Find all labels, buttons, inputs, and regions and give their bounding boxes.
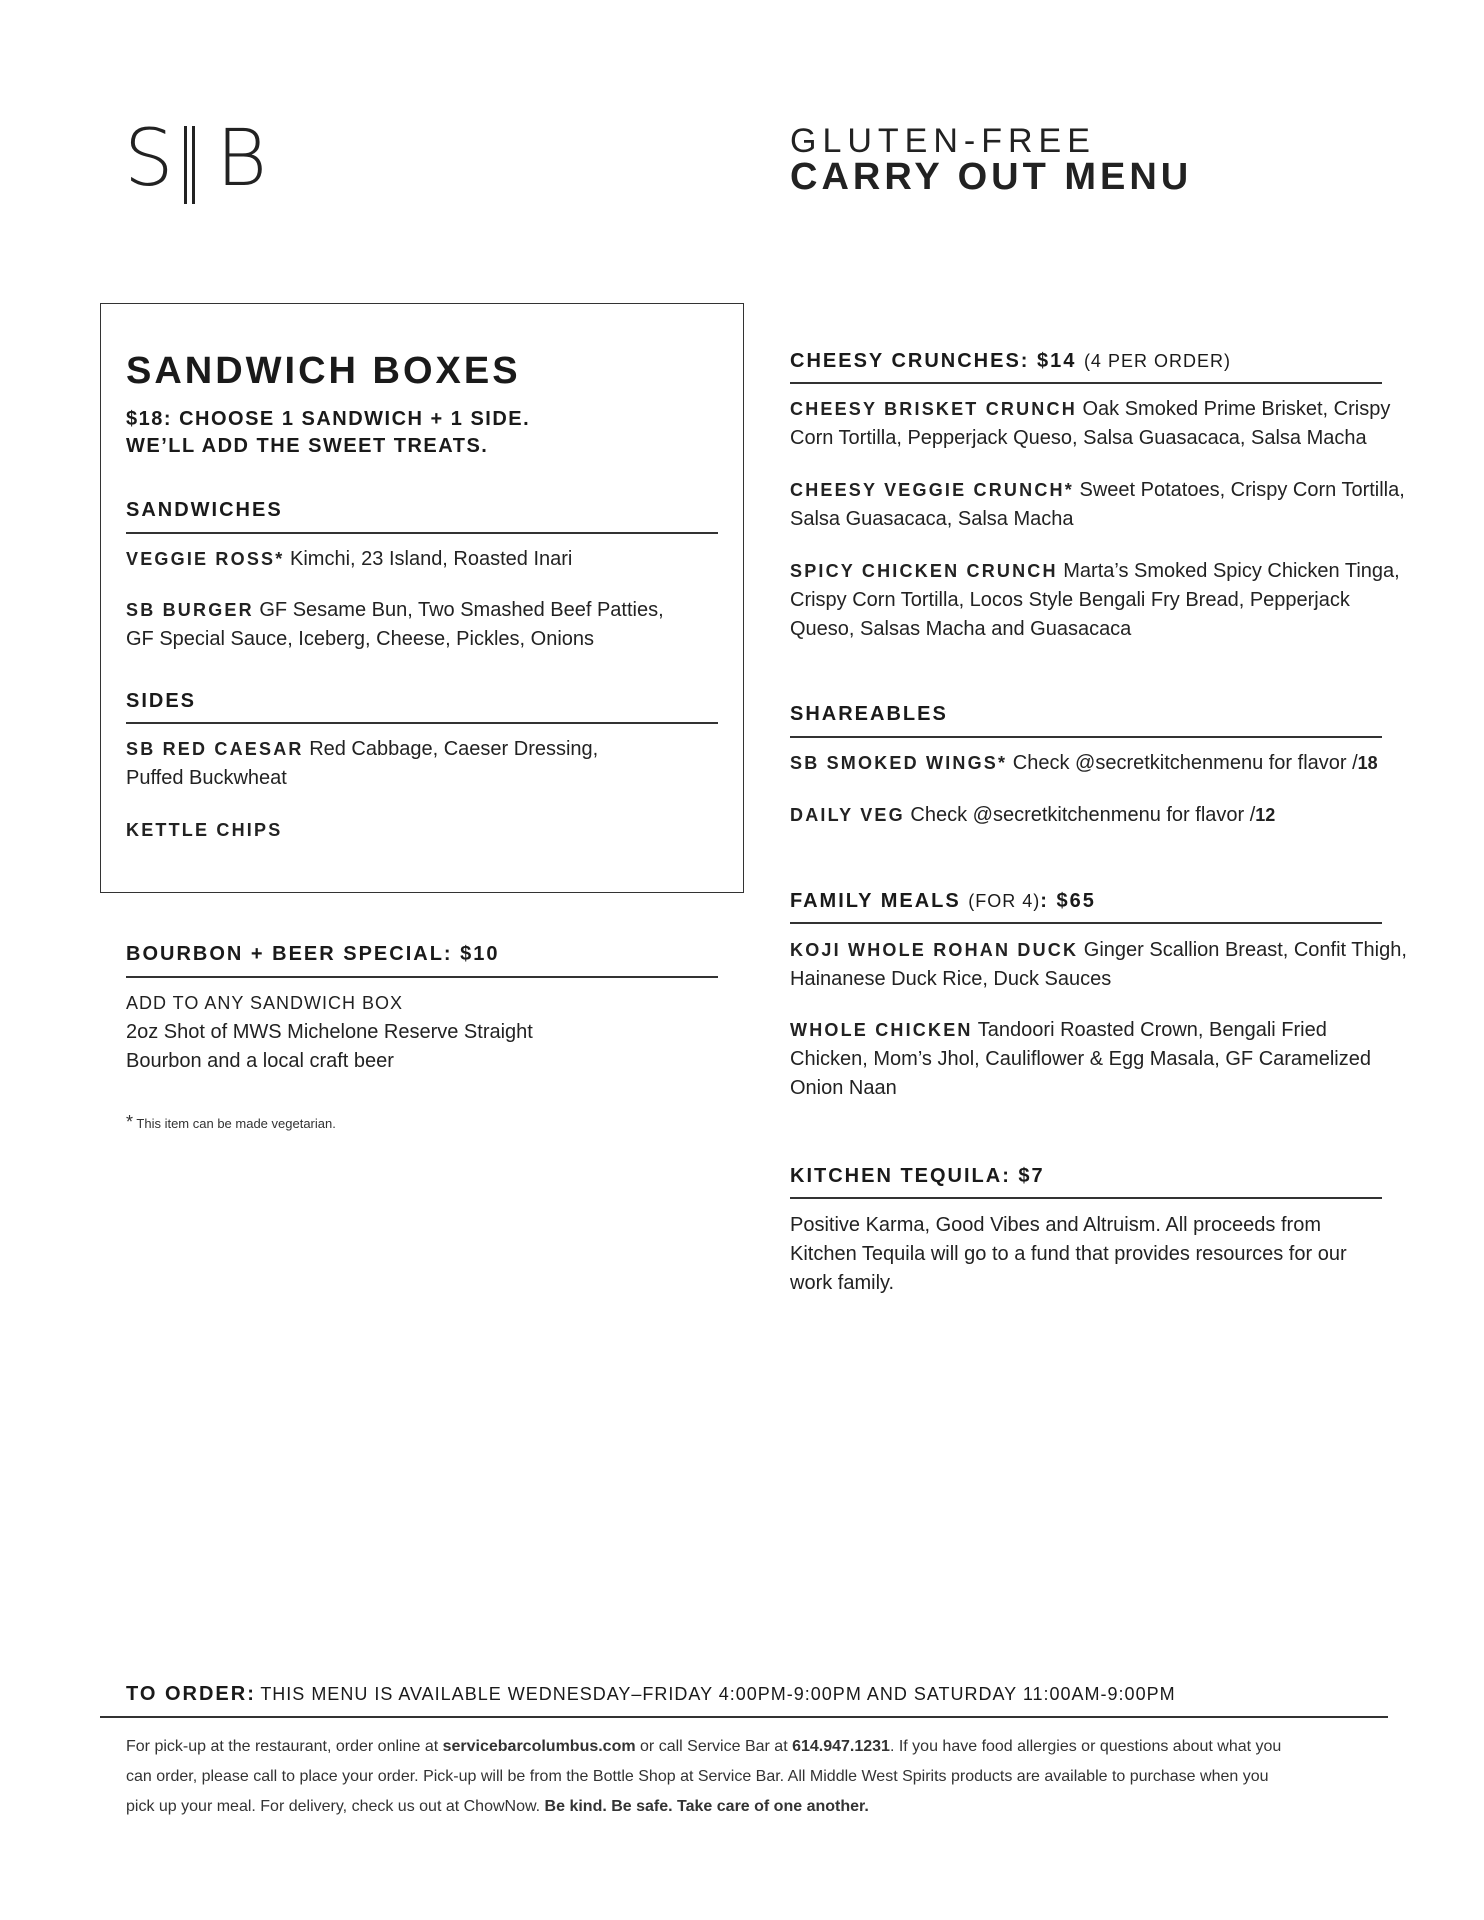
item-description: Salsa Guasacaca, Salsa Macha (790, 508, 1074, 530)
asterisk: * (126, 1112, 134, 1132)
item-description: Sweet Potatoes, Crispy Corn Tortilla, (1079, 479, 1405, 501)
footer-info (126, 1732, 1386, 1822)
menu-item (790, 749, 1378, 778)
closing-message: Be kind. Be safe. Take care of one another. (544, 1798, 869, 1815)
menu-item (790, 395, 1390, 453)
item-description: Chicken, Mom’s Jhol, Cauliflower & Egg Masala, GF Caramelized (790, 1048, 1371, 1070)
logo-divider (192, 126, 195, 204)
menu-title: CARRY OUT MENU (790, 156, 1193, 198)
item-name: DAILY VEG (790, 805, 905, 825)
logo-divider (184, 126, 187, 204)
item-description: Tandoori Roasted Crown, Bengali Fried (977, 1019, 1327, 1041)
heading-note: (4 PER ORDER) (1083, 351, 1231, 371)
item-description: Marta’s Smoked Spicy Chicken Tinga, (1063, 560, 1400, 582)
footer-text: For pick-up at the restaurant, order online at (126, 1738, 443, 1755)
item-name: ADD TO ANY SANDWICH BOX (126, 993, 404, 1013)
item-name: CHEESY BRISKET CRUNCH (790, 399, 1077, 419)
sandwich-boxes-title: SANDWICH BOXES (126, 350, 521, 392)
item-description: Corn Tortilla, Pepperjack Queso, Salsa Guasacaca, Salsa Macha (790, 427, 1367, 449)
item-description: Onion Naan (790, 1077, 897, 1099)
shareables-heading: SHAREABLES (790, 703, 948, 725)
footer-text: . If you have food allergies or questions about what you (889, 1738, 1282, 1755)
item-description: Oak Smoked Prime Brisket, Crispy (1082, 398, 1391, 420)
menu-item (126, 735, 598, 793)
item-description: Check @secretkitchenmenu for flavor / (1012, 752, 1358, 774)
item-name: KOJI WHOLE ROHAN DUCK (790, 940, 1079, 960)
heading-price: : $65 (1040, 890, 1096, 912)
divider (790, 922, 1382, 924)
menu-subtitle: GLUTEN-FREE (790, 122, 1096, 160)
item-name: SB SMOKED WINGS* (790, 753, 1008, 773)
menu-item (790, 936, 1407, 994)
family-meals-heading (790, 890, 1096, 913)
kitchen-tequila-heading: KITCHEN TEQUILA: $7 (790, 1165, 1045, 1187)
sandwich-boxes-price-line: $18: CHOOSE 1 SANDWICH + 1 SIDE. (126, 408, 531, 430)
description-line: work family. (790, 1272, 895, 1294)
item-name: SB BURGER (126, 600, 254, 620)
order-hours-text: THIS MENU IS AVAILABLE WEDNESDAY–FRIDAY 4:00PM-9:00PM AND SATURDAY 11:00AM-9:00PM (260, 1684, 1176, 1704)
cheesy-crunches-heading (790, 350, 1231, 373)
sides-heading: SIDES (126, 690, 197, 712)
logo-letter-b: B (216, 114, 268, 204)
item-name: WHOLE CHICKEN (790, 1020, 973, 1040)
order-hours (126, 1683, 1176, 1706)
description-line: Positive Karma, Good Vibes and Altruism. All proceeds from (790, 1214, 1321, 1236)
item-name: VEGGIE ROSS* (126, 549, 285, 569)
heading-note: (FOR 4) (968, 891, 1041, 911)
item-name: SPICY CHICKEN CRUNCH (790, 561, 1058, 581)
website-link[interactable]: servicebarcolumbus.com (442, 1738, 636, 1755)
item-description: Ginger Scallion Breast, Confit Thigh, (1083, 939, 1407, 961)
order-label: TO ORDER: (126, 1683, 256, 1705)
item-description: Queso, Salsas Macha and Guasacaca (790, 618, 1132, 640)
menu-item (126, 545, 572, 574)
item-description: GF Special Sauce, Iceberg, Cheese, Pickles, Onions (126, 628, 595, 650)
item-price: 12 (1255, 805, 1276, 825)
description-line: Kitchen Tequila will go to a fund that provides resources for our (790, 1243, 1347, 1265)
menu-item (126, 816, 282, 845)
bourbon-special-heading: BOURBON + BEER SPECIAL: $10 (126, 943, 500, 965)
item-name: SB RED CAESAR (126, 739, 304, 759)
item-description: 2oz Shot of MWS Michelone Reserve Straight (126, 1021, 533, 1043)
item-description: Puffed Buckwheat (126, 767, 287, 789)
phone-number[interactable]: 614.947.1231 (792, 1738, 890, 1755)
item-name: CHEESY VEGGIE CRUNCH* (790, 480, 1074, 500)
footer-text: can order, please call to place your order. Pick-up will be from the Bottle Shop at Service Bar. All Middle West Spirits products are available to purchase when you (126, 1768, 1269, 1785)
item-description: Check @secretkitchenmenu for flavor / (910, 804, 1256, 826)
item-price: 18 (1357, 753, 1378, 773)
item-description: Red Cabbage, Caeser Dressing, (309, 738, 599, 760)
menu-item (790, 557, 1400, 644)
divider (126, 532, 718, 534)
item-description: Kimchi, 23 Island, Roasted Inari (290, 548, 573, 570)
footer-divider (100, 1716, 1388, 1718)
divider (790, 736, 1382, 738)
logo (124, 114, 268, 204)
divider (126, 976, 718, 978)
heading-text: CHEESY CRUNCHES: $14 (790, 350, 1077, 372)
divider (790, 1197, 1382, 1199)
sandwiches-heading: SANDWICHES (126, 499, 283, 521)
divider (790, 382, 1382, 384)
logo-letter-s: S (124, 114, 174, 204)
heading-text: FAMILY MEALS (790, 890, 961, 912)
vegetarian-footnote (126, 1112, 336, 1133)
item-name: KETTLE CHIPS (126, 820, 283, 840)
menu-item (126, 596, 664, 654)
footer-text: pick up your meal. For delivery, check us out at ChowNow. (126, 1798, 545, 1815)
footnote-text: This item can be made vegetarian. (136, 1116, 336, 1131)
menu-item (790, 801, 1275, 830)
tequila-description (790, 1211, 1347, 1298)
menu-item (126, 989, 533, 1076)
item-description: Bourbon and a local craft beer (126, 1050, 394, 1072)
item-description: GF Sesame Bun, Two Smashed Beef Patties, (259, 599, 664, 621)
sandwich-boxes-treats-line: WE’LL ADD THE SWEET TREATS. (126, 435, 489, 457)
menu-item (790, 476, 1405, 534)
divider (126, 722, 718, 724)
menu-item (790, 1016, 1371, 1103)
item-description: Crispy Corn Tortilla, Locos Style Bengali Fry Bread, Pepperjack (790, 589, 1350, 611)
item-description: Hainanese Duck Rice, Duck Sauces (790, 968, 1112, 990)
footer-text: or call Service Bar at (635, 1738, 793, 1755)
